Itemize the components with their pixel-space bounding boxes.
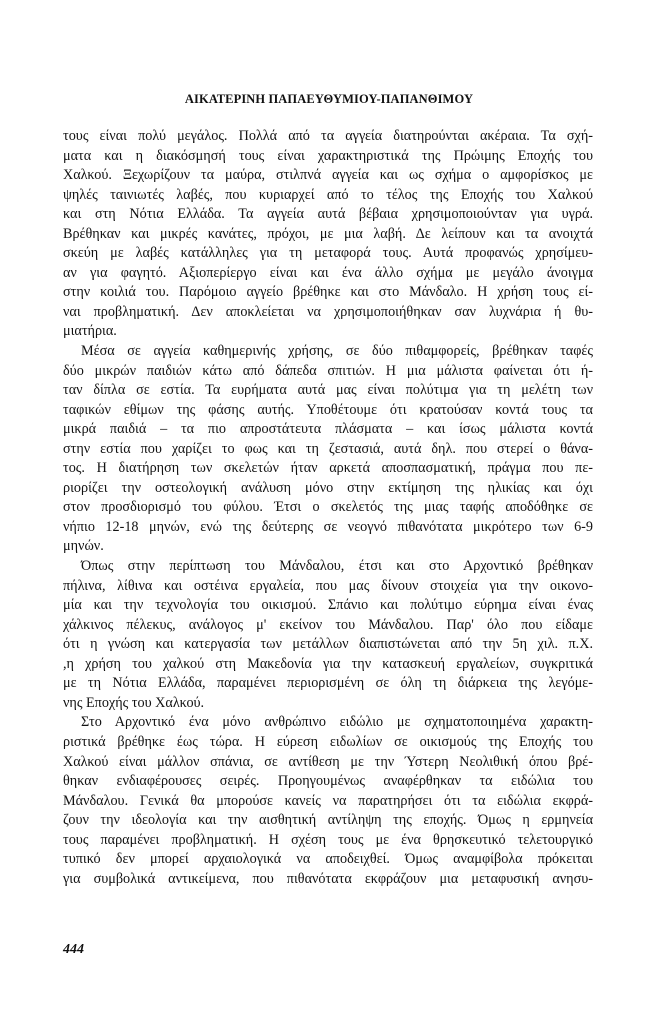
- paragraph-2: [63, 342, 593, 557]
- text-line: για συμβολικά αντικείμενα, που πιθανότατα εκφράζουν μια μεταφυσική ανησυ-: [63, 870, 593, 887]
- text-line: ναι προβληματική. Δεν αποκλείεται να χρησιμοποιήθηκαν σαν λυχνάρια ή θυ-: [63, 303, 593, 320]
- text-line: χάλκινος πέλεκυς, ανάλογος μ' εκείνον του Μάνδαλου. Παρ' όλο που είδαμε: [63, 616, 593, 633]
- text-line: ταφικών εθίμων της φάσης αυτής. Υποθέτουμε ότι κρατούσαν κοντά τους τα: [63, 401, 593, 418]
- text-line: τους είναι πολύ μεγάλος. Πολλά από τα αγγεία διατηρούνται ακέραια. Τα σχή-: [63, 128, 593, 144]
- text-line: ότι η γνώση και κατεργασία των μετάλλων διαπιστώνεται από την 5η χιλ. π.Χ.: [63, 636, 593, 653]
- paragraph-4: [63, 713, 593, 889]
- text-line: με τη Νότια Ελλάδα, παραμένει περιορισμένη σε όλη τη διάρκεια της λεγόμε-: [63, 675, 593, 692]
- text-line: ψηλές ταινιωτές λαβές, που κυριαρχεί από το τέλος της Εποχής του Χαλκού: [63, 186, 593, 203]
- text-line: μία και την τεχνολογία του οικισμού. Σπάνιο και πολύτιμο εύρημα είναι ένας: [63, 597, 593, 614]
- text-line: θηκαν ενδιαφέρουσες σειρές. Προηγουμένως αναφέρθηκαν τα ειδώλια του: [63, 773, 593, 790]
- text-line: νήπιο 12-18 μηνών, ενώ της δεύτερης σε νεογνό πιθανότατα μικρότερο των 6-9: [63, 518, 593, 535]
- text-line: Χαλκού. Ξεχωρίζουν τα μαύρα, στιλπνά αγγεία και ως σχήμα ο αμφορίσκος με: [63, 167, 593, 184]
- text-line: Μάνδαλου. Γενικά θα μπορούσε κανείς να παρατηρήσει ότι τα ειδώλια εκφρά-: [63, 792, 593, 809]
- text-line: πήλινα, λίθινα και οστέινα εργαλεία, που μας δίνουν στοιχεία για την οικονο-: [63, 577, 593, 594]
- text-line: τους παραμένει προβληματική. Η σχέση τους με ένα θρησκευτικό τελετουργικό: [63, 831, 593, 848]
- body-text: [63, 127, 593, 889]
- page-number: 444: [63, 942, 84, 957]
- paragraph-1: [63, 127, 593, 342]
- text-line: ριστικά βρέθηκε έως τώρα. Η εύρεση ειδωλίων σε οικισμούς της Εποχής του: [63, 733, 593, 750]
- text-line: ματα και η διακόσμησή τους είναι χαρακτηριστικά της Πρώιμης Εποχής του: [63, 147, 593, 164]
- text-line: στην εστία που χαρίζει το φως και τη ζεστασιά, αυτά δηλ. που στερεί ο θάνα-: [63, 440, 593, 457]
- text-line: στην κοιλιά του. Παρόμοιο αγγείο βρέθηκε και στο Μάνδαλο. Η χρήση τους εί-: [63, 284, 593, 301]
- text-line: μιατήρια.: [63, 323, 117, 340]
- text-line: τος. Η διατήρηση των σκελετών ήταν αρκετά αποσπασματική, πράγμα που πε-: [63, 460, 593, 477]
- text-line: ταν δίπλα σε εστία. Τα ευρήματα αυτά μας είναι πολύτιμα για τη μελέτη των: [63, 382, 593, 399]
- text-line: ζουν την ιδεολογία και την αισθητική αντίληψη της εποχής. Όμως η ερμηνεία: [63, 812, 593, 829]
- text-line: ,η χρήση του χαλκού στη Μακεδονία για την κατασκευή εργαλείων, συγκριτικά: [63, 655, 593, 672]
- paragraph-3: [63, 557, 593, 713]
- text-line: μικρά παιδιά – τα πιο απροστάτευτα πλάσματα – και ίσως μάλιστα κοντά: [63, 421, 593, 438]
- text-line: Μέσα σε αγγεία καθημερινής χρήσης, σε δύο πιθαμφορείς, βρέθηκαν ταφές: [81, 343, 593, 360]
- text-line: νης Εποχής του Χαλκού.: [63, 694, 205, 711]
- text-line: σκεύη με λαβές κατάλληλες για τη μεταφορά τους. Αυτά προφανώς χρησίμευ-: [63, 245, 593, 262]
- text-line: δύο μικρών παιδιών κάτω από δάπεδα σπιτιών. Η μια μάλιστα φαίνεται ότι ή-: [63, 362, 593, 379]
- text-line: μηνών.: [63, 538, 104, 555]
- text-line: Όπως στην περίπτωση του Μάνδαλου, έτσι και στο Αρχοντικό βρέθηκαν: [81, 558, 593, 575]
- text-line: ριορίζει την οστεολογική ανάλυση μόνο στην εκτίμηση της ηλικίας και όχι: [63, 479, 593, 496]
- text-line: στον προσδιορισμό του φύλου. Έτσι ο σκελετός της μιας ταφής αποδόθηκε σε: [63, 499, 593, 516]
- text-line: Στο Αρχοντικό ένα μόνο ανθρώπινο ειδώλιο με σχηματοποιημένα χαρακτη-: [81, 714, 593, 731]
- running-head: ΑΙΚΑΤΕΡΙΝΗ ΠΑΠΑΕΥΘΥΜΙΟΥ-ΠΑΠΑΝΘΙΜΟΥ: [184, 92, 474, 106]
- text-line: τυπικό δεν μπορεί αρχαιολογικά να αποδειχθεί. Όμως αναμφίβολα πρόκειται: [63, 851, 593, 868]
- text-line: Χαλκού είναι μάλλον σπάνια, σε αντίθεση με την Ύστερη Νεολιθική όπου βρέ-: [63, 753, 593, 770]
- text-line: Βρέθηκαν και μικρές κανάτες, πρόχοι, με μια λαβή. Δε λείπουν και τα ανοιχτά: [63, 225, 593, 242]
- text-line: αν για φαγητό. Αξιοπερίεργο είναι και ένα άλλο σχήμα με μεγάλο άνοιγμα: [63, 264, 593, 281]
- text-line: και στη Νότια Ελλάδα. Τα αγγεία αυτά βέβαια χρησιμοποιούνταν για υγρά.: [63, 206, 593, 223]
